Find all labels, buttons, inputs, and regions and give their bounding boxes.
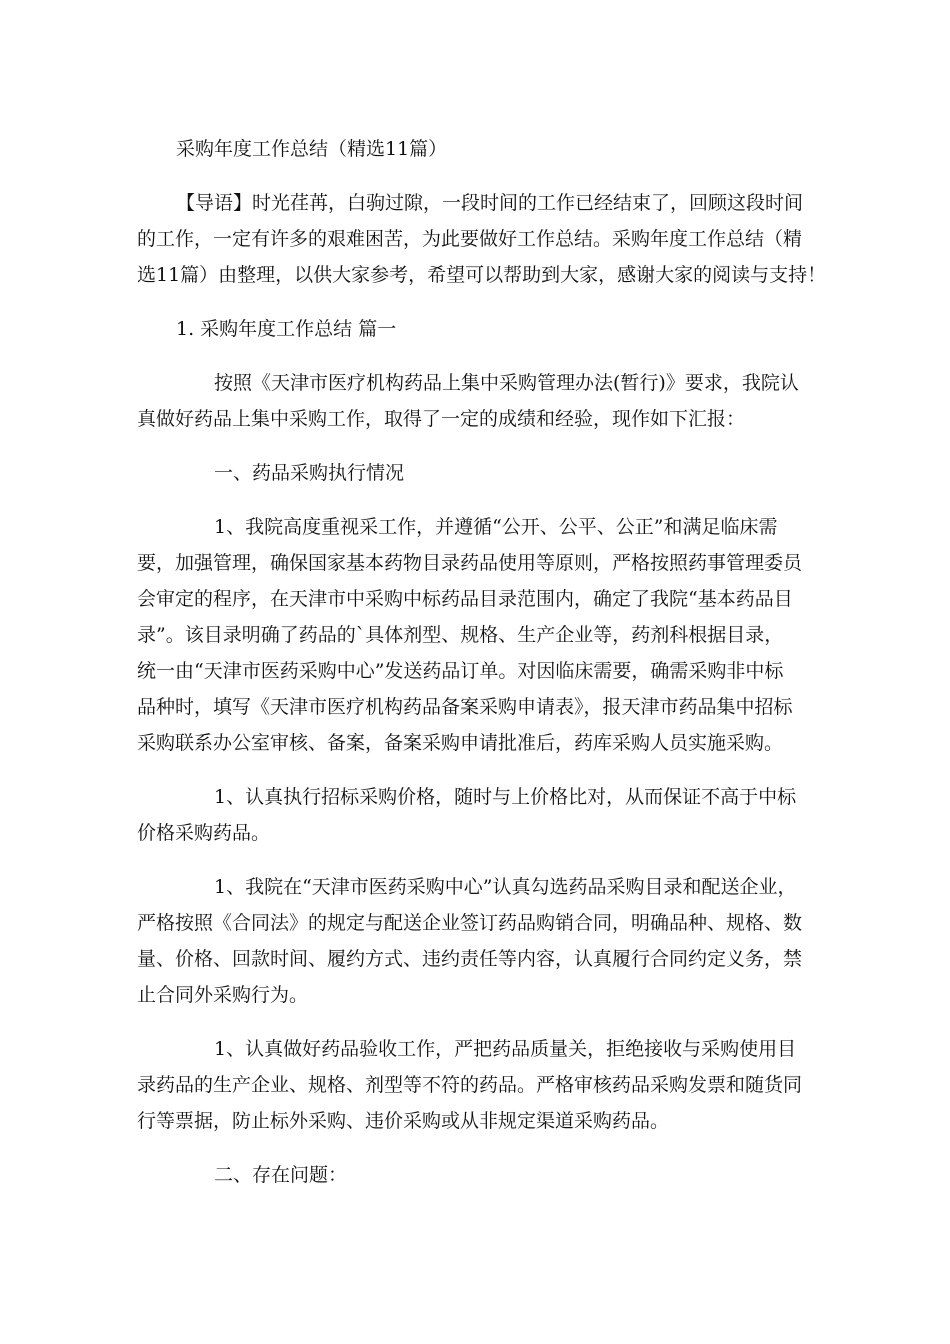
subheading: 一、药品采购执行情况 [214, 462, 405, 484]
paragraph-line: 按照《天津市医疗机构药品上集中采购管理办法(暂行)》要求，我院认 [214, 372, 799, 394]
paragraph-line: 统一由“天津市医药采购中心”发送药品订单。对因临床需要，确需采购非中标 [137, 660, 784, 682]
paragraph-line: 价格采购药品。 [137, 822, 271, 844]
paragraph-line: 严格按照《合同法》的规定与配送企业签订药品购销合同，明确品种、规格、数 [137, 912, 803, 934]
paragraph-line: 要，加强管理，确保国家基本药物目录药品使用等原则，严格按照药事管理委员 [137, 552, 803, 574]
paragraph-line: 品种时，填写《天津市医疗机构药品备案采购申请表》，报天津市药品集中招标 [137, 696, 793, 718]
paragraph-line: 行等票据，防止标外采购、违价采购或从非规定渠道采购药品。 [137, 1110, 670, 1132]
paragraph-line: 采购联系办公室审核、备案，备案采购申请批准后，药库采购人员实施采购。 [137, 732, 784, 754]
paragraph-line: 1、认真做好药品验收工作，严把药品质量关，拒绝接收与采购使用目 [214, 1038, 797, 1060]
intro-line: 【导语】时光荏苒，白驹过隙，一段时间的工作已经结束了，回顾这段时间 [176, 192, 804, 214]
document-title: 采购年度工作总结（精选11篇） [176, 138, 448, 160]
paragraph-line: 录”。该目录明确了药品的`具体剂型、规格、生产企业等，药剂科根据目录， [137, 624, 784, 646]
paragraph-line: 1、我院在“天津市医药采购中心”认真勾选药品采购目录和配送企业， [214, 876, 797, 898]
intro-line: 选11篇）由整理，以供大家参考，希望可以帮助到大家，感谢大家的阅读与支持！ [137, 264, 827, 286]
paragraph-line: 1、我院高度重视采工作，并遵循“公开、公平、公正”和满足临床需 [214, 516, 778, 538]
subheading: 二、存在问题： [214, 1164, 348, 1186]
paragraph-line: 1、认真执行招标采购价格，随时与上价格比对，从而保证不高于中标 [214, 786, 797, 808]
paragraph-line: 会审定的程序，在天津市中采购中标药品目录范围内，确定了我院“基本药品目 [137, 588, 793, 610]
paragraph-line: 真做好药品上集中采购工作，取得了一定的成绩和经验，现作如下汇报： [137, 408, 746, 430]
paragraph-line: 录药品的生产企业、规格、剂型等不符的药品。严格审核药品采购发票和随货同 [137, 1074, 803, 1096]
section-heading: 1. 采购年度工作总结 篇一 [176, 318, 397, 340]
paragraph-line: 止合同外采购行为。 [137, 984, 309, 1006]
intro-line: 的工作，一定有许多的艰难困苦，为此要做好工作总结。采购年度工作总结（精 [137, 228, 803, 250]
paragraph-line: 量、价格、回款时间、履约方式、违约责任等内容，认真履行合同约定义务，禁 [137, 948, 803, 970]
